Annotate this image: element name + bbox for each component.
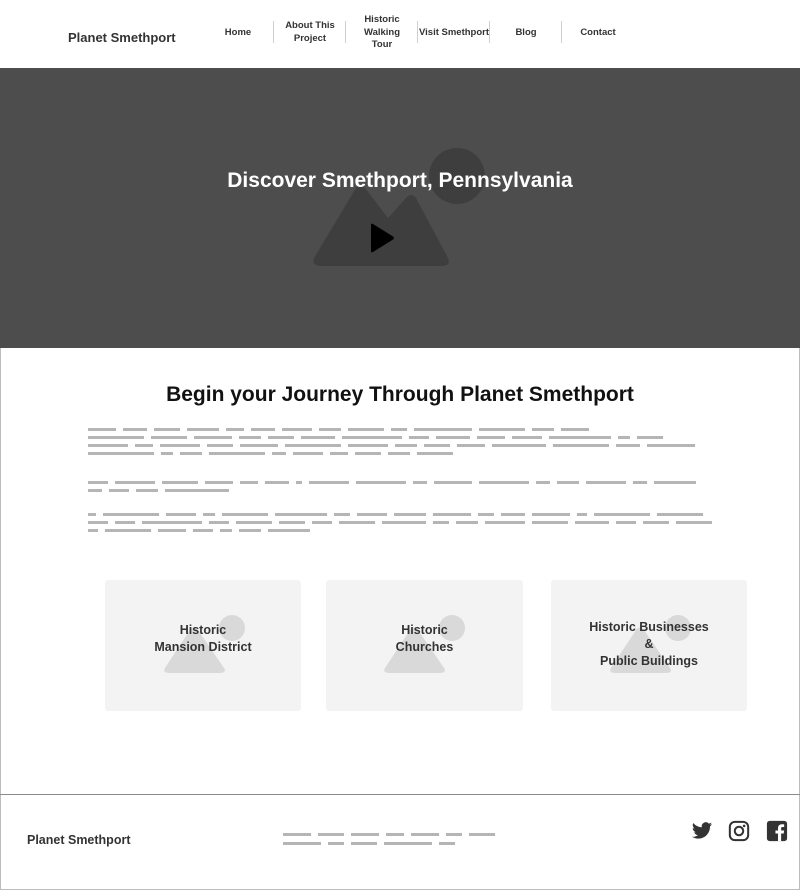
image-placeholder-icon	[310, 146, 490, 271]
nav-contact[interactable]: Contact	[580, 26, 616, 38]
nav-blog[interactable]: Blog	[490, 18, 562, 48]
twitter-icon[interactable]	[691, 820, 713, 842]
nav-historic-walking-tour[interactable]: Historic Walking Tour	[346, 18, 418, 48]
card-title: Historic Businesses & Public Buildings	[589, 620, 709, 668]
hero-banner	[0, 68, 800, 348]
hero-title: Discover Smethport, Pennsylvania	[227, 169, 573, 192]
intro-title: Begin your Journey Through Planet Smethport	[166, 383, 634, 406]
footer-brand[interactable]: Planet Smethport	[27, 833, 131, 847]
play-icon[interactable]	[369, 223, 395, 253]
intro-paragraph-2	[88, 481, 738, 497]
card-title: Historic Churches	[395, 623, 454, 654]
card-historic-businesses-public-buildings[interactable]	[551, 580, 747, 711]
card-historic-mansion-district[interactable]	[105, 580, 301, 711]
site-header	[0, 0, 800, 68]
card-historic-churches[interactable]	[326, 580, 523, 711]
nav-visit-smethport[interactable]: Visit Smethport	[418, 18, 490, 48]
instagram-icon[interactable]	[728, 820, 750, 842]
footer-text	[283, 833, 513, 850]
main-nav	[202, 13, 634, 51]
nav-about-this-project[interactable]: About This Project	[274, 18, 346, 48]
intro-paragraph-1	[88, 428, 738, 460]
intro-paragraph-3	[88, 513, 738, 537]
card-title: Historic Mansion District	[154, 623, 252, 654]
footer-divider	[0, 794, 800, 795]
site-brand[interactable]: Planet Smethport	[68, 30, 176, 45]
facebook-icon[interactable]	[766, 820, 788, 842]
nav-home[interactable]: Home	[202, 18, 274, 48]
